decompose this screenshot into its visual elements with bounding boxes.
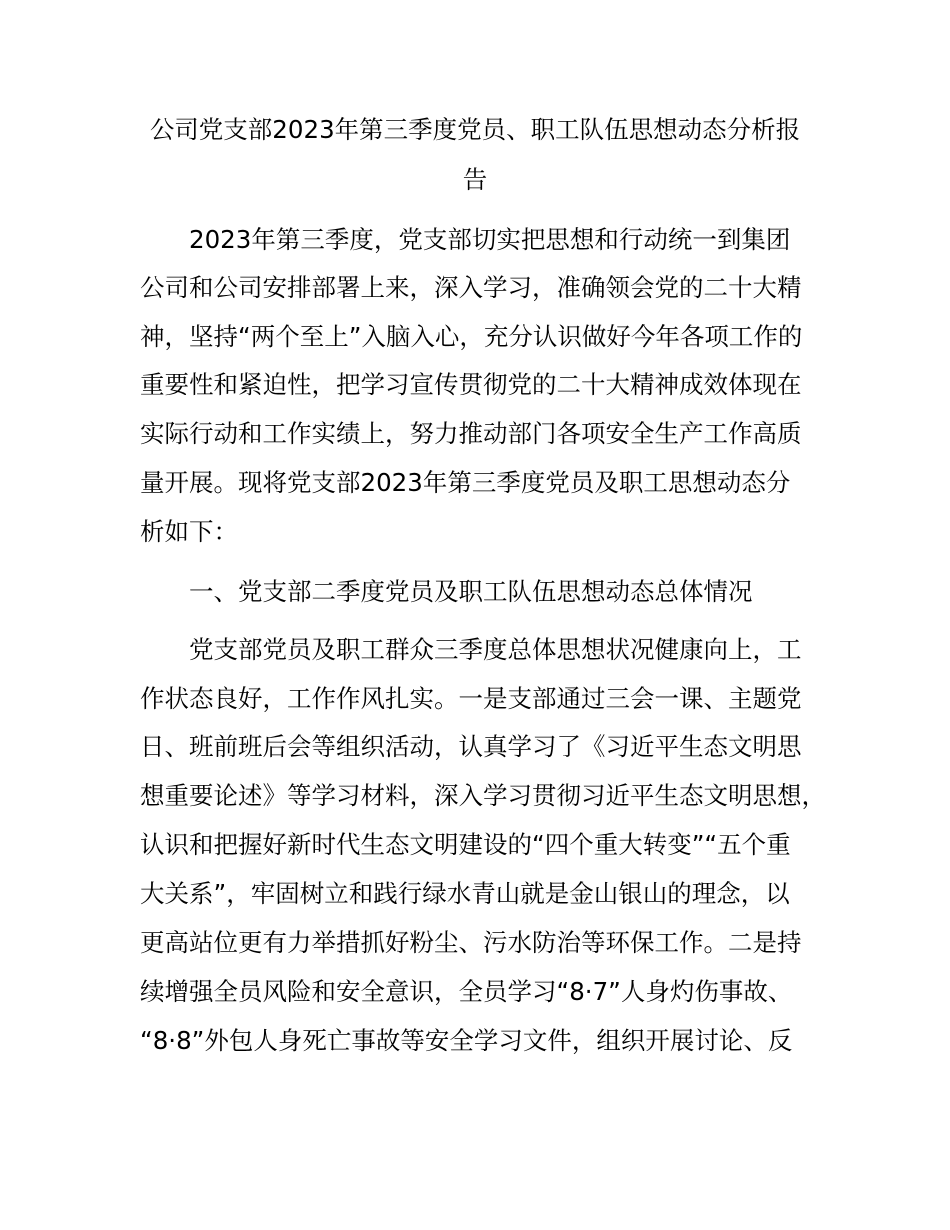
document-title-line-2: 告 xyxy=(462,165,488,194)
body-line: 续增强全员风险和安全意识，全员学习“8·7”人身灼伤事故、 xyxy=(140,977,793,1006)
body-line: 党支部党员及职工群众三季度总体思想状况健康向上，工 xyxy=(140,635,802,664)
body-line: “8·8”外包人身死亡事故等安全学习文件，组织开展讨论、反 xyxy=(140,1026,793,1055)
body-line: 大关系”，牢固树立和践行绿水青山就是金山银山的理念，以 xyxy=(140,879,790,908)
body-line: 重要性和紧迫性，把学习宣传贯彻党的二十大精神成效体现在 xyxy=(140,370,802,399)
body-line: 更高站位更有力举措抓好粉尘、污水防治等环保工作。二是持 xyxy=(140,928,802,957)
body-line: 作状态良好，工作作风扎实。一是支部通过三会一课、主题党 xyxy=(140,684,802,713)
body-line: 2023年第三季度，党支部切实把思想和行动统一到集团 xyxy=(140,225,791,254)
body-line: 日、班前班后会等组织活动，认真学习了《习近平生态文明思 xyxy=(140,732,802,761)
body-line: 神，坚持“两个至上”入脑入心，充分认识做好今年各项工作的 xyxy=(140,322,803,351)
body-line: 认识和把握好新时代生态文明建设的“四个重大转变”“五个重 xyxy=(140,830,791,859)
body-line: 想重要论述》等学习材料，深入学习贯彻习近平生态文明思想， xyxy=(140,781,826,810)
body-line: 析如下： xyxy=(140,517,238,546)
body-line: 实际行动和工作实绩上，努力推动部门各项安全生产工作高质 xyxy=(140,419,802,448)
body-line: 量开展。现将党支部2023年第三季度党员及职工思想动态分 xyxy=(140,468,791,497)
document-title-line-1: 公司党支部2023年第三季度党员、职工队伍思想动态分析报 xyxy=(149,115,801,144)
section-heading: 一、党支部二季度党员及职工队伍思想动态总体情况 xyxy=(140,577,753,606)
body-line: 公司和公司安排部署上来，深入学习，准确领会党的二十大精 xyxy=(140,273,802,302)
